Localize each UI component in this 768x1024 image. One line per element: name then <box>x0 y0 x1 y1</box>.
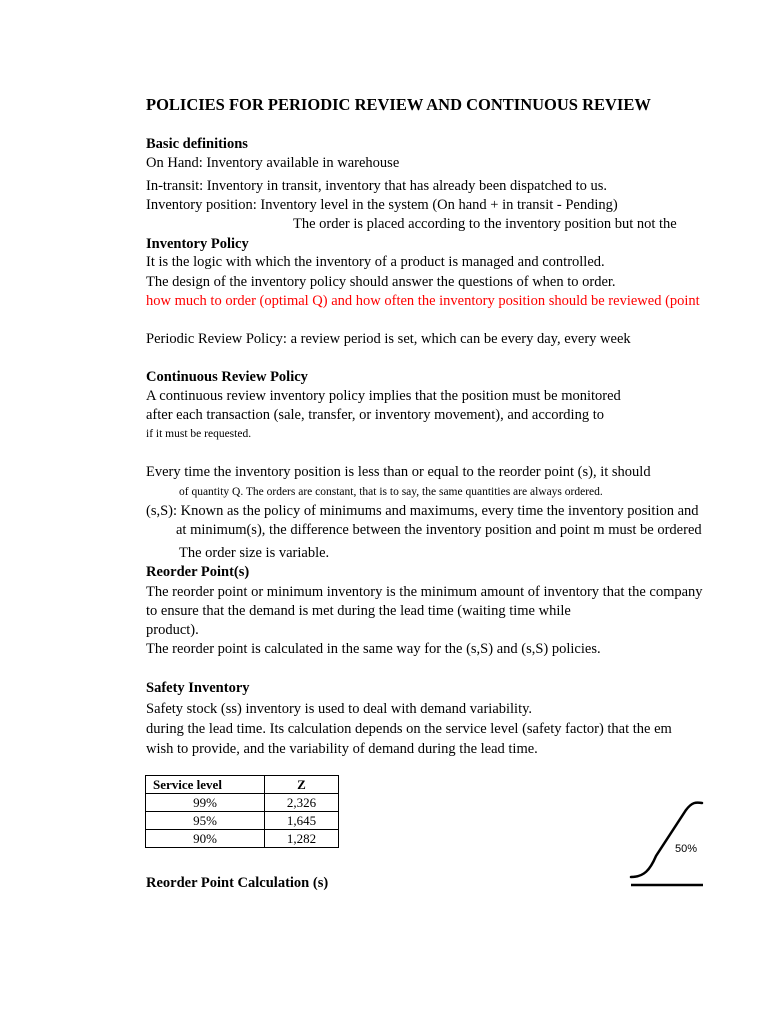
continuous-review-line-2: after each transaction (sale, transfer, or inventory movement), and according to <box>146 407 604 423</box>
table-row <box>146 794 339 812</box>
ss-policy-line-2: at minimum(s), the difference between the inventory position and point m must be ordered <box>176 522 702 538</box>
cumulative-curve <box>631 803 702 877</box>
service-level-cell: 99% <box>146 794 265 812</box>
reorder-point-line-2: to ensure that the demand is met during the lead time (waiting time while <box>146 603 571 619</box>
inventory-policy-line-2: The design of the inventory policy should answer the questions of when to order. <box>146 274 616 290</box>
reorder-point-line-1: The reorder point or minimum inventory is the minimum amount of inventory that the company <box>146 584 703 600</box>
safety-inventory-line-1: Safety stock (ss) inventory is used to deal with demand variability. <box>146 701 533 717</box>
z-value-cell: 1,282 <box>265 830 339 848</box>
z-value-cell: 1,645 <box>265 812 339 830</box>
page-title: POLICIES FOR PERIODIC REVIEW AND CONTINUOUS REVIEW <box>146 95 651 114</box>
reorder-point-calculation-heading: Reorder Point Calculation (s) <box>146 875 329 891</box>
reorder-point-line-4: The reorder point is calculated in the same way for the (s,S) and (s,S) policies. <box>146 641 601 657</box>
ss-policy-line-1: (s,S): Known as the policy of minimums and maximums, every time the inventory position and <box>146 503 699 519</box>
reorder-point-heading: Reorder Point(s) <box>146 564 250 580</box>
order-size-variable: The order size is variable. <box>179 545 330 561</box>
basic-definitions-heading: Basic definitions <box>146 136 248 152</box>
service-level-cell: 95% <box>146 812 265 830</box>
continuous-review-heading: Continuous Review Policy <box>146 369 308 385</box>
table-header-row <box>146 776 339 794</box>
reorder-point-line-3: product). <box>146 622 199 638</box>
continuous-review-line-3: if it must be requested. <box>146 428 252 440</box>
periodic-review-text: Periodic Review Policy: a review period is set, which can be every day, every week <box>146 331 631 347</box>
table-row <box>146 812 339 830</box>
safety-inventory-line-2: during the lead time. Its calculation depends on the service level (safety factor) that the em <box>146 721 672 737</box>
service-level-header: Service level <box>146 776 265 794</box>
inventory-position-definition: Inventory position: Inventory level in the system (On hand + in transit - Pending) <box>146 197 618 213</box>
reorder-rule-line-2: of quantity Q. The orders are constant, that is to say, the same quantities are always ordered. <box>179 486 603 498</box>
z-header: Z <box>265 776 339 794</box>
inventory-policy-heading: Inventory Policy <box>146 236 249 252</box>
in-transit-definition: In-transit: Inventory in transit, inventory that has already been dispatched to us. <box>146 178 608 194</box>
safety-inventory-line-3: wish to provide, and the variability of demand during the lead time. <box>146 741 538 757</box>
order-placement-note: The order is placed according to the inventory position but not the <box>293 216 677 232</box>
service-level-table <box>145 775 339 848</box>
inventory-policy-line-1: It is the logic with which the inventory of a product is managed and controlled. <box>146 254 605 270</box>
table-row <box>146 830 339 848</box>
continuous-review-line-1: A continuous review inventory policy implies that the position must be monitored <box>146 388 621 404</box>
service-level-cell: 90% <box>146 830 265 848</box>
safety-inventory-heading: Safety Inventory <box>146 680 250 696</box>
fifty-percent-label: 50% <box>675 843 698 855</box>
reorder-rule-line-1: Every time the inventory position is less than or equal to the reorder point (s), it should <box>146 464 651 480</box>
inventory-policy-line-3: how much to order (optimal Q) and how often the inventory position should be reviewed (point <box>146 293 700 309</box>
on-hand-definition: On Hand: Inventory available in warehouse <box>146 155 400 171</box>
z-value-cell: 2,326 <box>265 794 339 812</box>
